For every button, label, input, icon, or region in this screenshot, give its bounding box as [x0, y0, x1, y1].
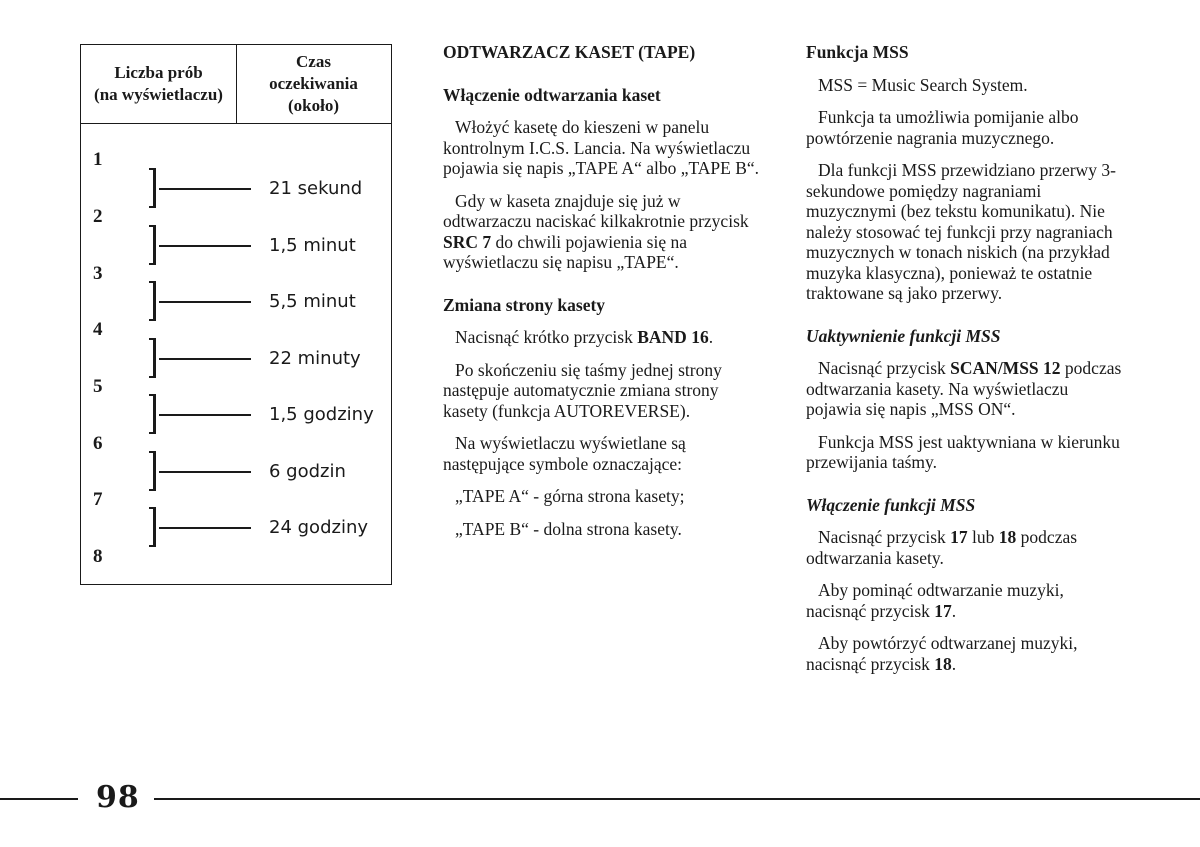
connector-line: [159, 527, 251, 529]
wait-time: 21 sekund: [269, 178, 363, 199]
paragraph: Aby pominąć odtwarzanie muzyki, nacisnąć przycisk 17.: [806, 580, 1064, 621]
paragraph: Nacisnąć przycisk 17 lub 18 podczas odtwarzania kasety.: [806, 527, 1078, 568]
wait-time: 22 minuty: [269, 348, 361, 369]
paragraph: „TAPE B“ - dolna strona kasety.: [455, 518, 682, 539]
bracket-icon: [149, 394, 156, 434]
footer-rule-left: [0, 798, 78, 800]
wait-time: 1,5 minut: [269, 235, 356, 256]
paragraph: Funkcja MSS jest uaktywniana w kierunku przewijania taśmy.: [806, 431, 1120, 472]
wait-time: 1,5 godziny: [269, 404, 374, 425]
header-wait-time: Czas oczekiwania (około): [269, 52, 358, 115]
table-header: [81, 45, 391, 124]
tape-section: [443, 42, 761, 539]
subheading: Włączenie funkcji MSS: [806, 494, 976, 515]
bracket-icon: [149, 507, 156, 547]
attempt-number: 8: [93, 546, 103, 567]
subheading: Uaktywnienie funkcji MSS: [806, 325, 1001, 346]
footer-rule-right: [154, 798, 1200, 800]
paragraph: Gdy w kaseta znajduje się już w odtwarzaczu naciskać kilkakrotnie przycisk SRC 7 do chwili pojawienia się na wyświetlaczu się napisu „TAPE“.: [443, 190, 749, 272]
connector-line: [159, 301, 251, 303]
connector-line: [159, 188, 251, 190]
attempts-table: [80, 44, 392, 585]
bracket-icon: [149, 451, 156, 491]
header-attempts: Liczba prób (na wyświetlaczu): [81, 45, 237, 123]
connector-line: [159, 471, 251, 473]
bracket-icon: [149, 225, 156, 265]
paragraph: Nacisnąć krótko przycisk BAND 16.: [455, 327, 714, 347]
mss-section: [806, 42, 1124, 674]
paragraph: Aby powtórzyć odtwarzanej muzyki, nacisnąć przycisk 18.: [806, 633, 1078, 674]
attempt-number: 7: [93, 489, 103, 510]
attempt-number: 2: [93, 206, 103, 227]
paragraph: MSS = Music Search System.: [818, 74, 1028, 95]
paragraph: „TAPE A“ - górna strona kasety;: [455, 486, 685, 506]
paragraph: Włożyć kasetę do kieszeni w panelu kontrolnym I.C.S. Lancia. Na wyświetlaczu pojawia się napis „TAPE A“ albo „TAPE B“.: [443, 117, 760, 178]
wait-time: 6 godzin: [269, 461, 346, 482]
bracket-icon: [149, 168, 156, 208]
connector-line: [159, 358, 251, 360]
bracket-icon: [149, 281, 156, 321]
paragraph: Po skończeniu się taśmy jednej strony następuje automatycznie zmiana strony kasety (funkcja AUTOREVERSE).: [443, 359, 722, 421]
wait-time: 24 godziny: [269, 517, 368, 538]
wait-time: 5,5 minut: [269, 291, 356, 312]
attempt-number: 4: [93, 319, 103, 340]
attempt-number: 1: [93, 149, 103, 170]
subheading: Włączenie odtwarzania kaset: [443, 84, 661, 105]
paragraph: Nacisnąć przycisk SCAN/MSS 12 podczas odtwarzania kasety. Na wyświetlaczu pojawia się napis „MSS ON“.: [806, 358, 1122, 419]
section-title: Funkcja MSS: [806, 42, 909, 62]
section-title: ODTWARZACZ KASET (TAPE): [443, 42, 696, 62]
paragraph: Funkcja ta umożliwia pomijanie albo powtórzenie nagrania muzycznego.: [806, 107, 1079, 148]
attempt-number: 3: [93, 263, 103, 284]
paragraph: Dla funkcji MSS przewidziano przerwy 3-sekundowe pomiędzy nagraniami muzycznymi (bez tekstu komunikatu). Nie należy stosować tej funkcji przy nagraniach muzycznych w tonach niskich (na przykład muzyka klasyczna), ponieważ te ostatnie traktowane są jako przerwy.: [806, 160, 1116, 303]
attempt-number: 5: [93, 376, 103, 397]
paragraph: Na wyświetlaczu wyświetlane są następujące symbole oznaczające:: [443, 433, 686, 474]
connector-line: [159, 414, 251, 416]
bracket-icon: [149, 338, 156, 378]
connector-line: [159, 245, 251, 247]
page-number: 98: [96, 780, 140, 815]
attempt-number: 6: [93, 433, 103, 454]
subheading: Zmiana strony kasety: [443, 294, 606, 315]
